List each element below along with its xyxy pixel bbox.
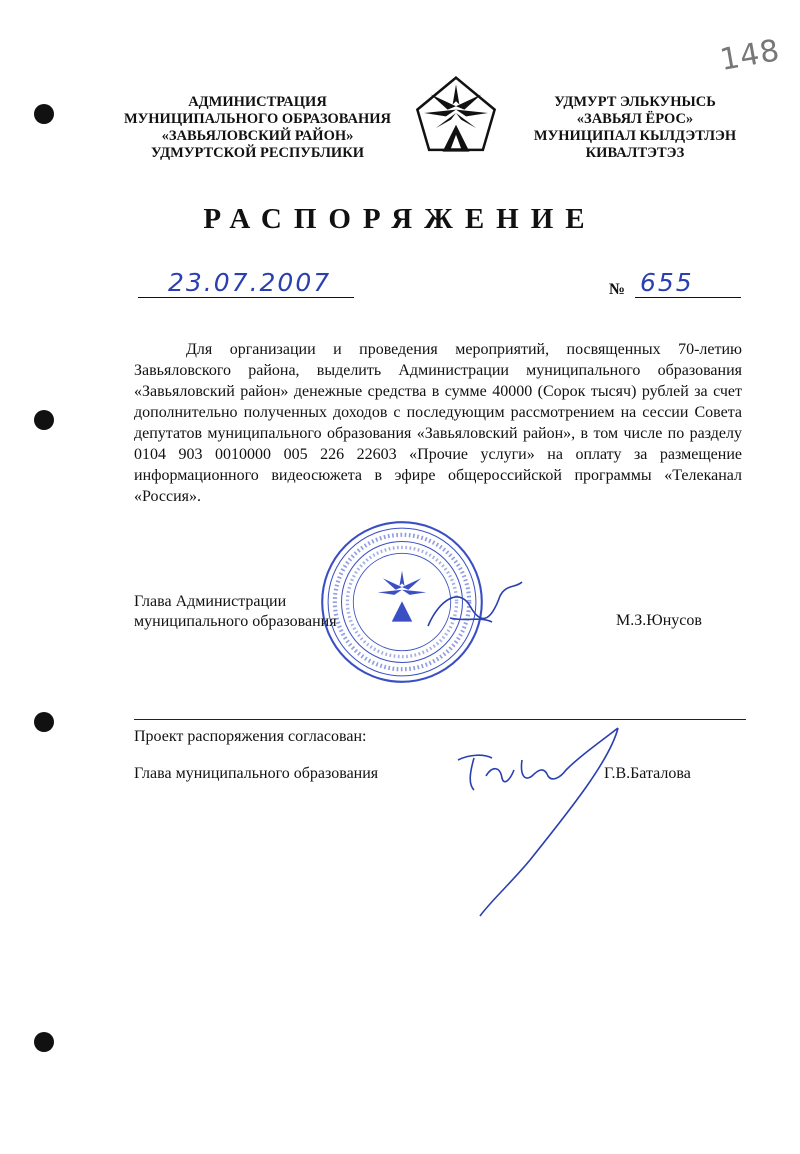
header-right-line: «ЗАВЬЯЛ ЁРОС» (576, 111, 694, 127)
document-title: РАСПОРЯЖЕНИЕ (203, 203, 597, 235)
coat-of-arms-icon (414, 76, 498, 160)
signatory-title-line: муниципального образования (134, 613, 337, 630)
approver-name: Г.В.Баталова (604, 765, 691, 782)
number-underline (635, 297, 741, 298)
approver-title: Глава муниципального образования (134, 765, 379, 782)
signature-yunusov-icon (420, 578, 530, 638)
signatory-title-line: Глава Администрации (134, 593, 287, 610)
approval-label: Проект распоряжения согласован: (134, 728, 367, 745)
signatory-name: М.З.Юнусов (616, 612, 702, 629)
corner-handwritten-number: 148 (717, 33, 783, 78)
document-number: 655 (640, 268, 694, 297)
signatory-title (134, 592, 337, 632)
order-body-text: Для организации и проведения мероприятий, посвященных 70-летию Завьяловского района, выделить Администрации муниципального образования «Завьяловский район» денежные средства в сумме 40000 (Сорок тысяч) рублей за счет дополнительно полученных доходов с последующим рассмотрением на сессии Совета депутатов муниципального образования «Завьяловский район», в том числе по разделу 0104 903 0010000 005 226 22603 «Прочие услуги» на оплату за размещение информационного видеосюжета в эфире общероссийской программы «Телеканал «Россия». (134, 341, 742, 505)
number-label: № (609, 281, 626, 298)
header-right-line: КИВАЛТЭТЭЗ (585, 145, 685, 161)
punch-hole (34, 104, 54, 124)
signature-batalova-icon (440, 720, 640, 920)
document-date: 23.07.2007 (168, 268, 332, 297)
header-right-block (520, 94, 750, 162)
header-right-line: УДМУРТ ЭЛЬКУНЫСЬ (554, 94, 716, 110)
punch-hole (34, 1032, 54, 1052)
punch-hole (34, 410, 54, 430)
header-right-line: МУНИЦИПАЛ КЫЛДЭТЛЭН (533, 128, 737, 144)
header-left-line: АДМИНИСТРАЦИЯ (188, 94, 327, 110)
header-left-block (110, 94, 405, 162)
header-left-line: УДМУРТСКОЙ РЕСПУБЛИКИ (150, 145, 364, 161)
date-underline (138, 297, 354, 298)
header-left-line: «ЗАВЬЯЛОВСКИЙ РАЙОН» (161, 128, 354, 144)
header-left-line: МУНИЦИПАЛЬНОГО ОБРАЗОВАНИЯ (123, 111, 392, 127)
punch-hole (34, 712, 54, 732)
